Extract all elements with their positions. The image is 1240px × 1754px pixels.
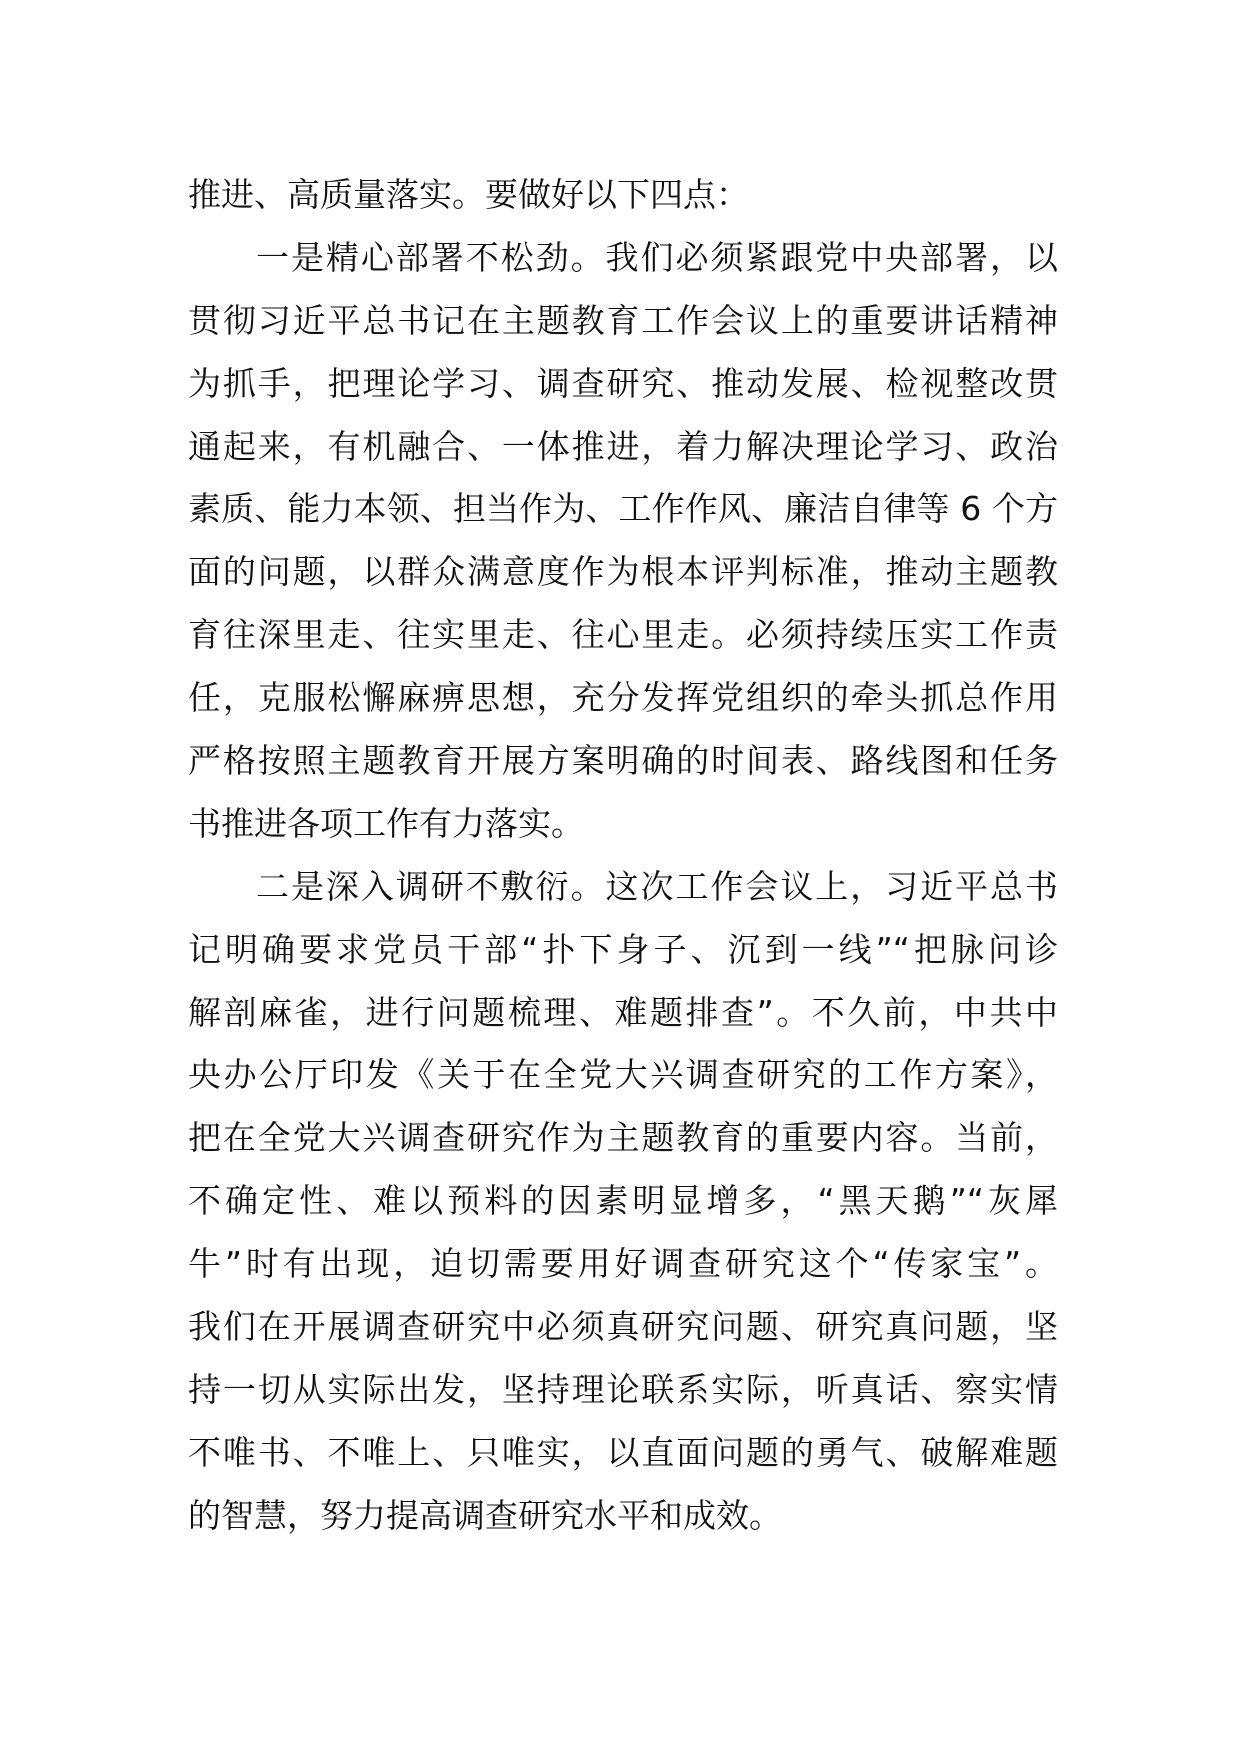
text-line: 推进、高质量落实。要做好以下四点： [188,175,749,214]
paragraph-first-line: 二是深入调研不敷衍。这次工作会议上，习近平总书 [256,866,1058,906]
text-line: 把在全党大兴调查研究作为主题教育的重要内容。当前， [188,1118,1058,1158]
text-line: 解剖麻雀，进行问题梳理、难题排查”。不久前，中共中 [188,992,1058,1032]
text-line: 面的问题，以群众满意度作为根本评判标准，推动主题教 [188,552,1058,592]
text-line: 素质、能力本领、担当作为、工作作风、廉洁自律等 6 个方 [188,489,1058,529]
paragraph-last-line: 书推进各项工作有力落实。 [188,803,584,843]
text-line: 牛”时有出现，迫切需要用好调查研究这个“传家宝”。 [188,1244,1058,1284]
paragraph-first-line: 一是精心部署不松劲。我们必须紧跟党中央部署，以 [256,237,1058,277]
text-line: 不确定性、难以预料的因素明显增多，“黑天鹅”“灰犀 [188,1181,1058,1221]
text-line: 不唯书、不唯上、只唯实，以直面问题的勇气、破解难题 [188,1432,1058,1472]
text-line: 严格按照主题教育开展方案明确的时间表、路线图和任务 [188,741,1058,781]
text-line: 通起来，有机融合、一体推进，着力解决理论学习、政治 [188,426,1058,466]
text-line: 持一切从实际出发，坚持理论联系实际，听真话、察实情 [188,1369,1058,1409]
paragraph-last-line: 的智慧，努力提高调查研究水平和成效。 [188,1495,782,1535]
text-line: 为抓手，把理论学习、调查研究、推动发展、检视整改贯 [188,363,1058,403]
text-line: 我们在开展调查研究中必须真研究问题、研究真问题，坚 [188,1307,1058,1347]
text-line: 贯彻习近平总书记在主题教育工作会议上的重要讲话精神 [188,300,1058,340]
body-text [188,164,1058,1548]
text-line: 任，克服松懈麻痹思想，充分发挥党组织的牵头抓总作用 [188,678,1058,718]
text-line: 记明确要求党员干部“扑下身子、沉到一线”“把脉问诊 [188,929,1058,969]
text-line: 育往深里走、往实里走、往心里走。必须持续压实工作责 [188,615,1058,655]
text-line: 央办公厅印发《关于在全党大兴调查研究的工作方案》， [188,1055,1058,1095]
